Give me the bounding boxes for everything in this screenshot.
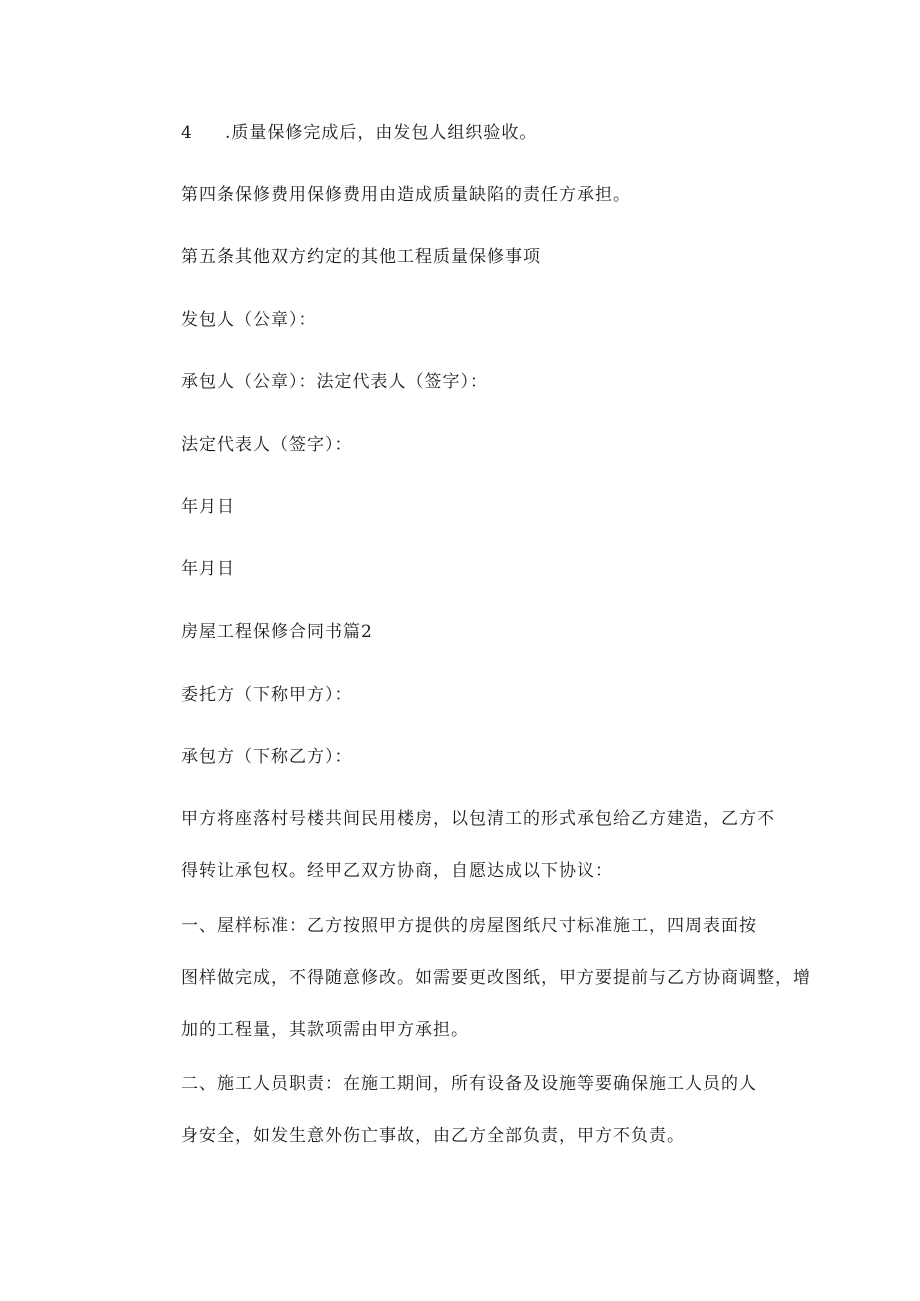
item-4-text: .质量保修完成后，由发包人组织验收。 [225,123,538,143]
date-line-2: 年月日 [181,559,235,579]
legal-rep-line: 法定代表人（签字）： [181,435,353,455]
clause-one-line: 加的工程量，其款项需由甲方承担。 [181,1020,469,1040]
clause-one-paragraph [181,914,811,1042]
article-5-line: 第五条其他双方约定的其他工程质量保修事项 [181,247,541,267]
clause-two-line: 二、施工人员职责：在施工期间，所有设备及设施等要确保施工人员的人 [181,1074,757,1094]
item-4-line [181,121,537,145]
clause-one-line: 一、屋样标准：乙方按照甲方提供的房屋图纸尺寸标准施工，四周表面按 [181,916,757,936]
date-line-1: 年月日 [181,497,235,517]
client-line: 委托方（下称甲方）： [181,685,353,705]
clause-two-paragraph [181,1072,791,1148]
article-4-line: 第四条保修费用保修费用由造成质量缺陷的责任方承担。 [181,185,631,205]
intro-paragraph-line: 甲方将座落村号楼共间民用楼房，以包清工的形式承包给乙方建造，乙方不 [181,809,775,829]
contract-title: 房屋工程保修合同书篇2 [181,622,373,642]
clause-one-line: 图样做完成，不得随意修改。如需要更改图纸，甲方要提前与乙方协商调整，增 [181,968,811,988]
contractor-line: 承包方（下称乙方）： [181,747,353,767]
intro-paragraph-line: 得转让承包权。经甲乙双方协商，自愿达成以下协议： [181,861,613,881]
item-4-number: 4 [181,123,193,143]
employer-seal-line: 发包人（公章）： [181,310,317,330]
intro-paragraph [181,807,791,883]
clause-two-line: 身安全，如发生意外伤亡事故，由乙方全部负责，甲方不负责。 [181,1126,685,1146]
contractor-seal-line: 承包人（公章）：法定代表人（签字）： [181,372,488,392]
